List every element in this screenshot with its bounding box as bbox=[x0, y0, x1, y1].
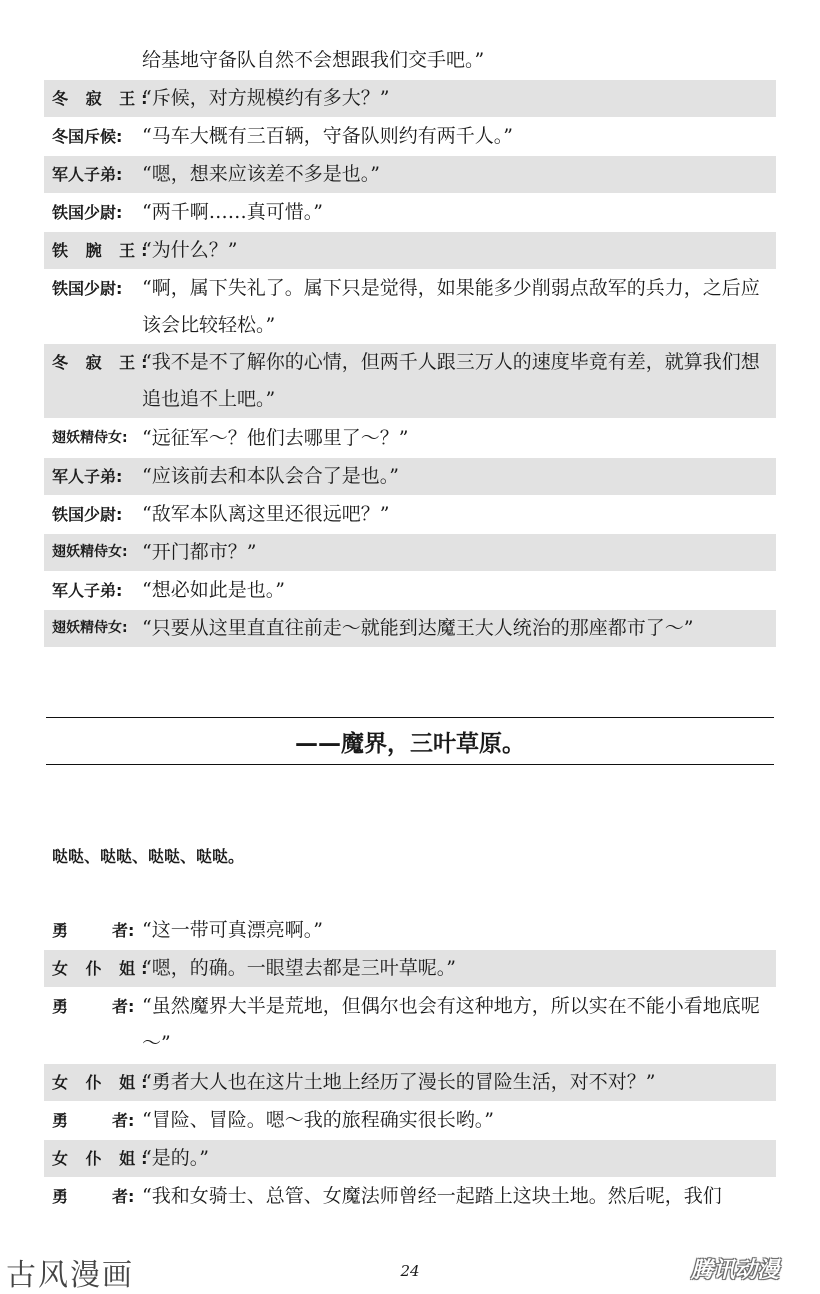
dialogue-text: “远征军～？他们去哪里了～？” bbox=[142, 427, 409, 449]
dialogue-line bbox=[44, 496, 776, 533]
dialogue-line bbox=[44, 1140, 776, 1177]
dialogue-line bbox=[44, 194, 776, 231]
dialogue-line bbox=[44, 80, 776, 117]
speaker-label: 勇 者: bbox=[52, 1111, 135, 1130]
dialogue-text: “只要从这里直直往前走～就能到达魔王大人统治的那座都市了～” bbox=[142, 617, 694, 639]
speaker-label: 翅妖精侍女: bbox=[52, 544, 128, 560]
speaker-label: 翅妖精侍女: bbox=[52, 620, 128, 636]
dialogue-line bbox=[44, 42, 776, 79]
dialogue-text: “是的。” bbox=[142, 1147, 209, 1169]
dialogue-line bbox=[44, 270, 776, 344]
sound-effect: 哒哒、哒哒、哒哒、哒哒。 bbox=[52, 847, 245, 866]
dialogue-text: “冒险、冒险。嗯～我的旅程确实很长哟。” bbox=[142, 1109, 494, 1131]
dialogue-line bbox=[44, 534, 776, 571]
dialogue-text: “啊，属下失礼了。属下只是觉得，如果能多少削弱点敌军的兵力，之后应该会比较轻松。” bbox=[142, 277, 760, 336]
divider-bottom bbox=[46, 764, 774, 765]
speaker-label: 勇 者: bbox=[52, 997, 135, 1016]
speaker-label: 女 仆 姐: bbox=[52, 1073, 154, 1092]
scene-title: ——魔界，三叶草原。 bbox=[295, 731, 525, 757]
dialogue-line bbox=[44, 156, 776, 193]
speaker-label: 军人子弟: bbox=[52, 581, 123, 600]
watermark-logo-left: 古风漫画 bbox=[6, 1258, 134, 1293]
speaker-label: 女 仆 姐: bbox=[52, 1149, 154, 1168]
dialogue-line bbox=[44, 118, 776, 155]
speaker-label: 军人子弟: bbox=[52, 467, 123, 486]
speaker-label: 冬国斥候: bbox=[52, 127, 123, 146]
dialogue-line bbox=[44, 458, 776, 495]
dialogue-line bbox=[44, 344, 776, 418]
dialogue-text: “嗯，的确。一眼望去都是三叶草呢。” bbox=[142, 957, 456, 979]
dialogue-text: “虽然魔界大半是荒地，但偶尔也会有这种地方，所以实在不能小看地底呢～” bbox=[142, 995, 760, 1054]
dialogue-line bbox=[44, 988, 776, 1062]
dialogue-text: “我不是不了解你的心情，但两千人跟三万人的速度毕竟有差，就算我们想追也追不上吧。” bbox=[142, 351, 760, 410]
dialogue-line bbox=[44, 232, 776, 269]
speaker-label: 军人子弟: bbox=[52, 165, 123, 184]
speaker-label: 女 仆 姐: bbox=[52, 959, 154, 978]
dialogue-line bbox=[44, 950, 776, 987]
divider-top bbox=[46, 717, 774, 718]
dialogue-line bbox=[44, 572, 776, 609]
speaker-label: 铁国少尉: bbox=[52, 279, 123, 298]
dialogue-text: “开门都市？” bbox=[142, 541, 257, 563]
dialogue-line bbox=[44, 1064, 776, 1101]
page-number: 24 bbox=[400, 1262, 420, 1280]
dialogue-line bbox=[44, 912, 776, 949]
dialogue-text: 给基地守备队自然不会想跟我们交手吧。” bbox=[142, 49, 485, 71]
dialogue-text: “想必如此是也。” bbox=[142, 579, 285, 601]
dialogue-text: “斥候，对方规模约有多大？” bbox=[142, 87, 390, 109]
watermark-logo-right: 腾讯动漫 bbox=[690, 1258, 779, 1283]
dialogue-line bbox=[44, 1178, 776, 1215]
dialogue-line bbox=[44, 1102, 776, 1139]
dialogue-text: “这一带可真漂亮啊。” bbox=[142, 919, 323, 941]
speaker-label: 铁国少尉: bbox=[52, 203, 123, 222]
dialogue-text: “敌军本队离这里还很远吧？” bbox=[142, 503, 390, 525]
speaker-label: 铁 腕 王: bbox=[52, 241, 154, 260]
dialogue-text: “为什么？” bbox=[142, 239, 238, 261]
speaker-label: 勇 者: bbox=[52, 1187, 135, 1206]
dialogue-line bbox=[44, 420, 776, 457]
dialogue-text: “嗯，想来应该差不多是也。” bbox=[142, 163, 380, 185]
dialogue-text: “马车大概有三百辆，守备队则约有两千人。” bbox=[142, 125, 513, 147]
dialogue-text: “勇者大人也在这片土地上经历了漫长的冒险生活，对不对？” bbox=[142, 1071, 656, 1093]
speaker-label: 铁国少尉: bbox=[52, 505, 123, 524]
speaker-label: 翅妖精侍女: bbox=[52, 430, 128, 446]
speaker-label: 勇 者: bbox=[52, 921, 135, 940]
dialogue-line bbox=[44, 610, 776, 647]
speaker-label: 冬 寂 王: bbox=[52, 353, 154, 372]
speaker-label: 冬 寂 王: bbox=[52, 89, 154, 108]
dialogue-text: “两千啊……真可惜。” bbox=[142, 201, 323, 223]
dialogue-text: “应该前去和本队会合了是也。” bbox=[142, 465, 399, 487]
dialogue-text: “我和女骑士、总管、女魔法师曾经一起踏上这块土地。然后呢，我们 bbox=[142, 1185, 722, 1207]
